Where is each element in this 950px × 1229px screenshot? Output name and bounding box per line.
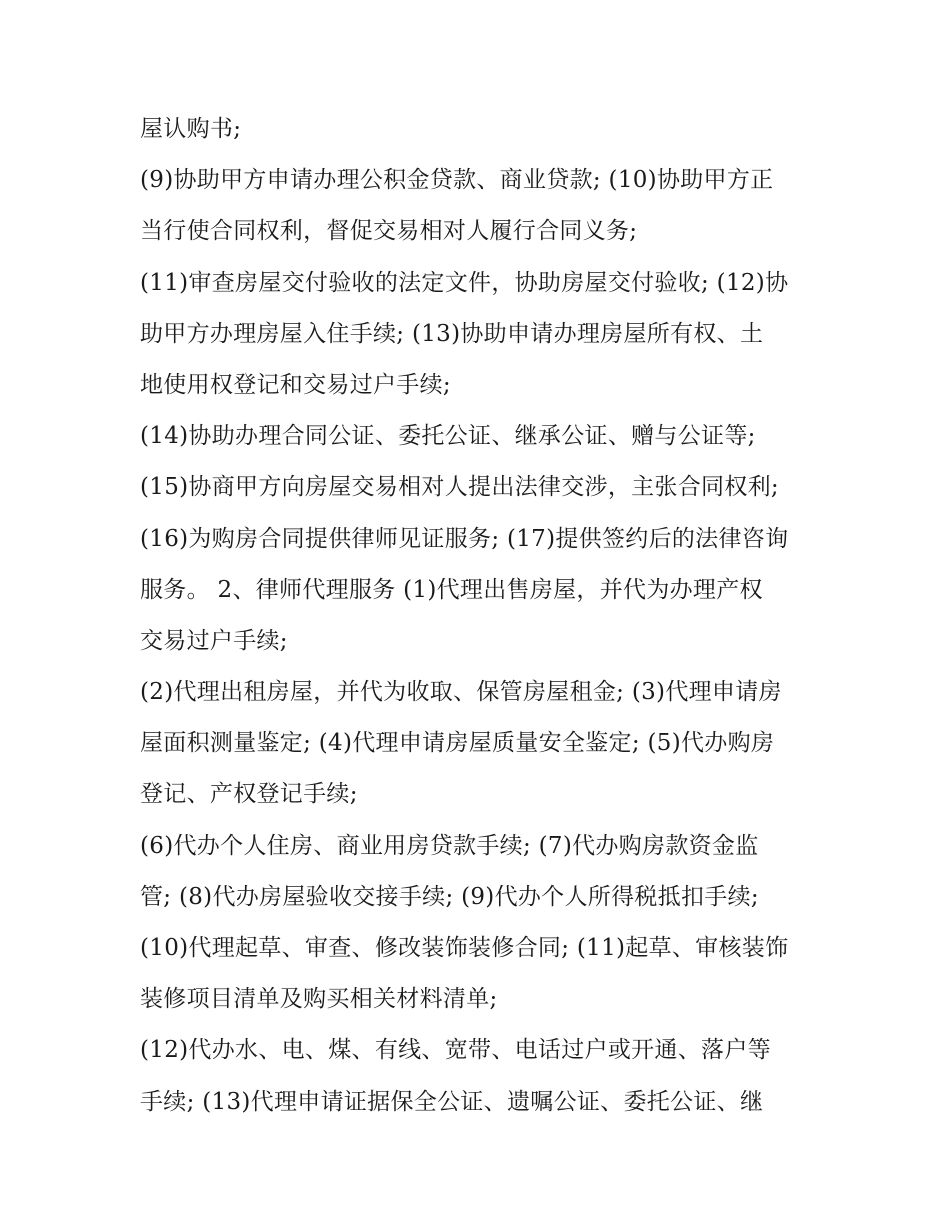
text-line: (12)代办水、电、煤、有线、宽带、电话过户或开通、落户等 [140, 1037, 771, 1064]
text-line: (6)代办个人住房、商业用房贷款手续; (7)代办购房款资金监 [140, 832, 759, 859]
text-line: (11)审查房屋交付验收的法定文件，协助房屋交付验收; (12)协 [140, 269, 789, 296]
text-line: 屋面积测量鉴定; (4)代理申请房屋质量安全鉴定; (5)代办购房 [140, 730, 775, 757]
text-line: 地使用权登记和交易过户手续; [140, 371, 451, 398]
text-line: 管; (8)代办房屋验收交接手续; (9)代办个人所得税抵扣手续; [140, 883, 759, 910]
text-line: 登记、产权登记手续; [140, 781, 358, 808]
text-line: (2)代理出租房屋，并代为收取、保管房屋租金; (3)代理申请房 [140, 679, 782, 706]
text-line: 手续; (13)代理申请证据保全公证、遗嘱公证、委托公证、继 [140, 1088, 764, 1115]
text-line: (16)为购房合同提供律师见证服务; (17)提供签约后的法律咨询 [140, 525, 789, 552]
text-line: 交易过户手续; [140, 627, 288, 654]
text-line: 助甲方办理房屋入住手续; (13)协助申请办理房屋所有权、土 [140, 320, 764, 347]
document-body [140, 104, 820, 1128]
text-line: 服务。 2、律师代理服务 (1)代理出售房屋，并代为办理产权 [140, 576, 763, 603]
text-line: (15)协商甲方向房屋交易相对人提出法律交涉，主张合同权利; [140, 474, 779, 501]
text-line: (14)协助办理合同公证、委托公证、继承公证、赠与公证等; [140, 423, 756, 450]
text-line: 装修项目清单及购买相关材料清单; [140, 986, 498, 1013]
text-line: (10)代理起草、审查、修改装饰装修合同; (11)起草、审核装饰 [140, 935, 789, 961]
text-line: 当行使合同权利，督促交易相对人履行合同义务; [140, 218, 638, 245]
text-line: 屋认购书; [140, 116, 242, 142]
text-line: (9)协助甲方申请办理公积金贷款、商业贷款; (10)协助甲方正 [140, 167, 774, 194]
